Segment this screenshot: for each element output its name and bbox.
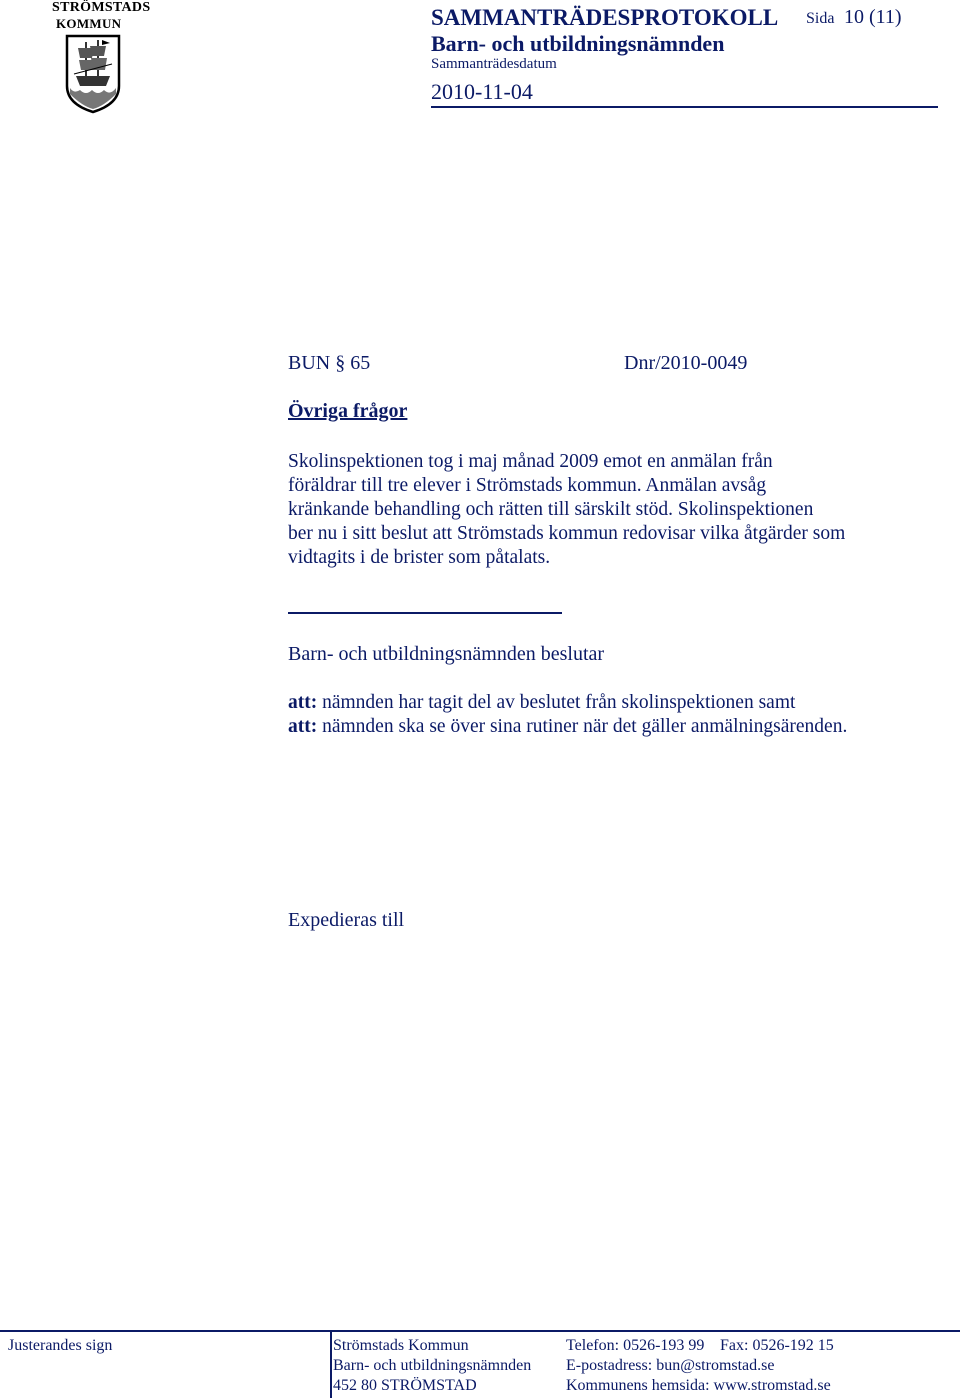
committee-name: Barn- och utbildningsnämnden [431, 31, 725, 56]
org-name-line2: KOMMUN [56, 16, 122, 31]
case-number: BUN § 65 [288, 352, 371, 374]
decision-heading: Barn- och utbildningsnämnden beslutar [288, 643, 605, 665]
body-line: ber nu i sitt beslut att Strömstads kommun redovisar vilka åtgärder som [288, 523, 846, 544]
website-link[interactable]: www.stromstad.se [713, 1377, 831, 1394]
body-line: vidtagits i de brister som påtalats. [288, 547, 551, 568]
sign-label: Justerandes sign [8, 1337, 113, 1354]
meeting-date-label: Sammanträdesdatum [431, 56, 557, 72]
decision-prefix: att: [288, 716, 318, 737]
email-address: E-postadress: bun@stromstad.se [566, 1357, 775, 1374]
fax-number: Fax: 0526-192 15 [720, 1337, 834, 1354]
phone-number: Telefon: 0526-193 99 [566, 1337, 705, 1354]
section-rule [288, 612, 562, 614]
website-label: Kommunens hemsida: [566, 1377, 710, 1394]
decision-line [288, 692, 795, 714]
body-line: Skolinspektionen tog i maj månad 2009 emot en anmälan från [288, 451, 773, 472]
address-line: Barn- och utbildningsnämnden [333, 1357, 532, 1374]
document-title: SAMMANTRÄDESPROTOKOLL [431, 5, 779, 30]
address-line: Strömstads Kommun [333, 1337, 469, 1354]
body-line: kränkande behandling och rätten till särskilt stöd. Skolinspektionen [288, 499, 814, 520]
body-line: föräldrar till tre elever i Strömstads kommun. Anmälan avsåg [288, 475, 767, 496]
org-name-line1: STRÖMSTADS [52, 0, 151, 15]
decision-prefix: att: [288, 692, 318, 713]
decision-text: nämnden har tagit del av beslutet från skolinspektionen samt [317, 692, 796, 713]
meeting-date: 2010-11-04 [431, 79, 533, 104]
decision-text: nämnden ska se över sina rutiner när det gäller anmälningsärenden. [317, 716, 848, 737]
diary-number: Dnr/2010-0049 [624, 352, 748, 374]
page-number: 10 (11) [844, 6, 902, 28]
municipal-seal-icon [64, 34, 122, 114]
dispatch-label: Expedieras till [288, 909, 405, 931]
page-label: Sida [806, 10, 835, 27]
decision-line [288, 716, 847, 738]
header-divider [431, 106, 938, 108]
website-line [566, 1377, 831, 1395]
sign-box-divider [330, 1332, 332, 1398]
footer-divider [0, 1330, 960, 1332]
address-line: 452 80 STRÖMSTAD [333, 1377, 477, 1394]
section-heading: Övriga frågor [288, 400, 408, 422]
